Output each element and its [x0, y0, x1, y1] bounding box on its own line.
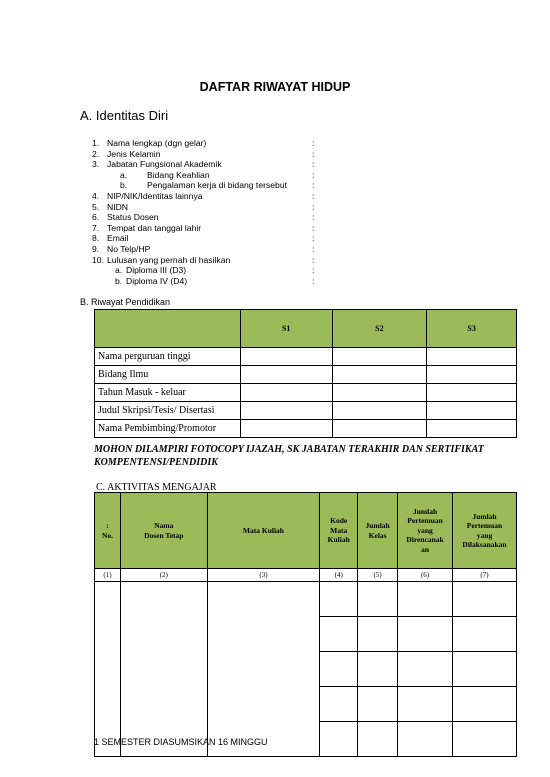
identity-item-colon: :: [312, 254, 315, 265]
identity-item-colon: :: [312, 138, 315, 148]
identity-item-label: Tempat dan tanggal lahir: [107, 222, 202, 233]
identity-item-label: No Telp/HP: [107, 243, 151, 254]
teaching-cell: [453, 582, 517, 617]
teaching-cell-lecturer: [120, 582, 207, 757]
footnote: 1 SEMESTER DIASUMSIKAN 16 MINGGU: [94, 737, 268, 747]
identity-item-colon: :: [312, 275, 315, 286]
identity-item-colon: :: [312, 233, 315, 244]
teaching-cell: [453, 722, 517, 757]
education-cell: [427, 384, 517, 402]
teaching-column-number-row: [95, 569, 517, 582]
teaching-column-header: Jumlah Kelas: [358, 493, 398, 569]
education-cell: [427, 402, 517, 420]
identity-item-colon: :: [312, 180, 315, 191]
teaching-cell-no: [95, 582, 121, 757]
teaching-cell: [320, 722, 358, 757]
teaching-cell-course: [207, 582, 320, 757]
identity-item-label: Pengalaman kerja di bidang tersebut: [147, 180, 287, 191]
education-cell: [240, 366, 332, 384]
teaching-cell: [398, 687, 453, 722]
identity-item-label: Diploma IV (D4): [126, 275, 188, 286]
teaching-cell: [453, 617, 517, 652]
education-cell: [240, 420, 332, 438]
education-row: [95, 348, 517, 366]
teaching-column-number: (4): [320, 569, 358, 582]
teaching-cell: [453, 652, 517, 687]
identity-item-label: Bidang Keahlian: [147, 169, 210, 180]
teaching-cell: [398, 652, 453, 687]
teaching-column-header: : No.: [95, 493, 121, 569]
identity-item-label: Status Dosen: [107, 212, 159, 223]
education-cell: [240, 402, 332, 420]
education-cell: [332, 402, 427, 420]
teaching-column-number: (1): [95, 569, 121, 582]
identity-item-label: Jabatan Fungsional Akademik: [107, 159, 222, 170]
education-cell: [332, 384, 427, 402]
identity-item-colon: :: [312, 159, 315, 170]
identity-item-number: 10.: [92, 254, 104, 265]
education-column-header: S3: [427, 310, 517, 348]
teaching-column-header: Mata Kuliah: [207, 493, 320, 569]
education-row-label: Tahun Masuk - keluar: [95, 384, 241, 402]
education-column-header: S2: [332, 310, 427, 348]
education-row-label: Nama perguruan tinggi: [95, 348, 241, 366]
identity-item-colon: :: [312, 222, 315, 233]
teaching-column-header: Jumlah Pertemuan yang Dilaksanakan: [453, 493, 517, 569]
identity-item-number: 7.: [92, 222, 100, 233]
teaching-column-number: (6): [398, 569, 453, 582]
education-cell: [427, 348, 517, 366]
section-c-heading: C. AKTIVITAS MENGAJAR: [96, 482, 217, 493]
teaching-table: [94, 492, 517, 757]
teaching-row: [95, 582, 517, 617]
education-column-header: S1: [240, 310, 332, 348]
identity-item-number: a.: [120, 169, 128, 180]
identity-item-label: NIDN: [107, 201, 129, 212]
education-row: [95, 384, 517, 402]
identity-item-number: a.: [115, 265, 123, 276]
education-cell: [427, 366, 517, 384]
identity-item-number: b.: [120, 180, 128, 191]
identity-item-colon: :: [312, 201, 315, 212]
identity-item-colon: :: [312, 190, 315, 201]
identity-item-colon: :: [312, 169, 315, 180]
teaching-cell: [398, 722, 453, 757]
identity-item-number: 8.: [92, 233, 100, 244]
teaching-cell: [320, 687, 358, 722]
teaching-cell: [453, 687, 517, 722]
teaching-cell: [398, 617, 453, 652]
identity-item-number: 2.: [92, 148, 100, 159]
identity-item-number: 9.: [92, 243, 100, 254]
identity-item-number: b.: [115, 275, 123, 286]
teaching-column-header: Nama Dosen Tetap: [120, 493, 207, 569]
teaching-column-number: (3): [207, 569, 320, 582]
education-row: [95, 402, 517, 420]
teaching-cell: [320, 652, 358, 687]
education-note: MOHON DILAMPIRI FOTOCOPY IJAZAH, SK JABATAN TERAKHIR DAN SERTIFIKAT KOMPENTENSI/PENDIDIK: [94, 444, 484, 468]
identity-item-number: 6.: [92, 212, 100, 223]
identity-item-number: 4.: [92, 190, 100, 201]
identity-item-label: NIP/NIK/Identitas lainnya: [107, 190, 203, 201]
identity-item-colon: :: [312, 243, 315, 254]
education-row-label: Nama Pembimbing/Promotor: [95, 420, 241, 438]
education-row-label: Judul Skripsi/Tesis/ Disertasi: [95, 402, 241, 420]
teaching-cell: [358, 652, 398, 687]
identity-item-number: 3.: [92, 159, 100, 170]
education-row: [95, 420, 517, 438]
education-row: [95, 366, 517, 384]
education-cell: [240, 348, 332, 366]
identity-item-colon: :: [312, 212, 315, 223]
identity-item-label: Lulusan yang pernah di hasilkan: [107, 254, 231, 265]
education-cell: [240, 384, 332, 402]
education-row-label: Bidang Ilmu: [95, 366, 241, 384]
education-table: [94, 309, 517, 438]
identity-item-label: Jenis Kelamin: [107, 148, 161, 159]
education-cell: [427, 420, 517, 438]
teaching-cell: [358, 582, 398, 617]
identity-item-label: Email: [107, 233, 129, 244]
identity-item-number: 5.: [92, 201, 100, 212]
teaching-cell: [358, 722, 398, 757]
teaching-column-number: (5): [358, 569, 398, 582]
education-cell: [332, 348, 427, 366]
identity-item-colon: :: [312, 265, 315, 276]
teaching-cell: [358, 687, 398, 722]
education-cell: [332, 366, 427, 384]
education-column-header: [95, 310, 241, 348]
identity-item-label: Diploma III (D3): [126, 265, 187, 276]
section-a-heading: A. Identitas Diri: [80, 108, 169, 123]
document-title: DAFTAR RIWAYAT HIDUP: [199, 80, 351, 94]
identity-item-number: 1.: [92, 138, 100, 148]
teaching-column-header: Kode Mata Kuliah: [320, 493, 358, 569]
section-b-heading: B. Riwayat Pendidikan: [80, 297, 171, 307]
teaching-column-header: Jumlah Pertemuan yang Direncanak an: [398, 493, 453, 569]
identity-item-label: Nama lengkap (dgn gelar): [107, 138, 207, 148]
teaching-column-number: (7): [453, 569, 517, 582]
education-cell: [332, 420, 427, 438]
teaching-cell: [320, 582, 358, 617]
teaching-cell: [358, 617, 398, 652]
teaching-column-number: (2): [120, 569, 207, 582]
teaching-cell: [398, 582, 453, 617]
teaching-cell: [320, 617, 358, 652]
identity-item-colon: :: [312, 148, 315, 159]
